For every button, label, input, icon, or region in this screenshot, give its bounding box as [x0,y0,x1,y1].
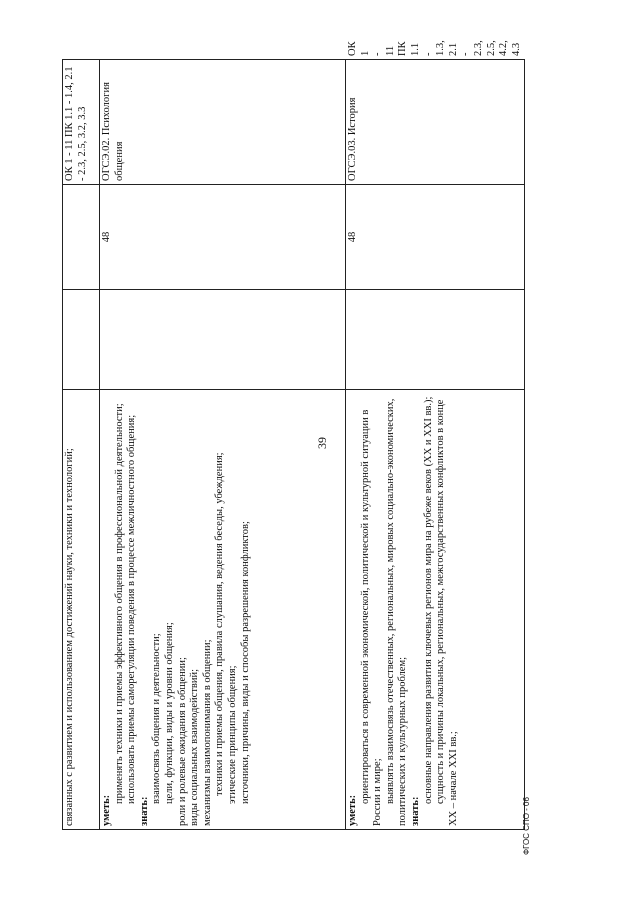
hours-value: 48 [101,231,112,243]
znat-line: взаимосвязь общения и деятельности; [151,633,163,804]
cell-hours-psychology [100,185,346,290]
znat-line: этические принципы общения; [226,665,238,804]
competencies-text: ОК 1 - 11 ПК 1.1 - 1.4, 2.1 - 2.3, 2.5, 3.2, 3.3 [64,66,88,181]
umet-line: применять техники и приемы эффективного общения в профессиональной деятельности; [113,403,125,804]
cell-discipline-psychology [100,60,346,185]
table-row-psychology [100,60,346,830]
cell-discipline-history [346,60,525,185]
umet-line: использовать приемы саморегуляции поведения в процессе межличностного общения; [126,414,138,804]
znat-line: роли и ролевые ожидания в общении; [176,657,188,826]
discipline-name: ОГСЭ.02. Психология общения [101,82,125,181]
cell-empty [100,290,346,390]
znat-header: знать: [409,796,421,826]
znat-line: механизмы взаимопонимания в общении; [201,639,213,826]
page-number: 39 [315,437,329,449]
znat-line: основные направления развития ключевых регионов мира на рубеже веков (XX и XXI вв.); [422,396,434,804]
hours-value: 48 [347,231,358,243]
curriculum-table [62,40,525,830]
znat-line: источники, причины, виды и способы разрешения конфликтов; [239,521,251,804]
cell-hours-history [346,185,525,290]
umet-line: ориентироваться в современной экономической, политической и культурной ситуации в России и мире; [359,409,384,826]
cell-empty [63,290,100,390]
umet-line: выявлять взаимосвязь отечественных, региональных, мировых социально-экономических, политических и культурных проблем; [384,398,409,826]
znat-header: знать: [138,796,150,826]
cell-content-top [63,390,100,830]
cell-competencies-top [63,60,100,185]
znat-line: сущность и причины локальных, региональных, межгосударственных конфликтов в конце XX – начале XXI вв.; [435,399,459,826]
footer-text: ФГОС СПО - 06 [522,797,531,855]
discipline-name: ОГСЭ.03. История [347,97,358,181]
table-row-top [63,60,100,830]
znat-line: виды социальных взаимодействий; [189,668,201,826]
umet-header: уметь: [347,794,358,826]
umet-header: уметь: [101,794,112,826]
cell-empty [346,290,525,390]
rotated-page-content [62,40,522,830]
cell-content-history [346,390,525,830]
znat-line: цели, функции, виды и уровни общения; [163,622,175,804]
cell-content-psychology [100,390,346,830]
table-row-history: уметь: ориентироваться в современной экономической, политической и культурной ситуации в России и мире; выявлять взаимосвязь отечественных, региональных, мировых социально-экономических, политических и культурных проблем; знать: основные направления развития ключевых регионов мира на рубеже веков (XX и XXI вв.); сущность и причины локальных, региональных, межгосударственных конфликтов в конце XX – начале XXI вв.; 48 ОГСЭ.03. История ОК 1 - 11 ПК 1.1 - 1.3, 2.1 - 2.3, 2.5, 4.2, 4.3 [346,60,525,830]
cell-empty [63,185,100,290]
znat-line: техники и приемы общения, правила слушания, ведения беседы, убеждения; [214,452,226,796]
content-text: связанных с развитием и использованием достижений науки, техники и технологий; [64,448,75,826]
